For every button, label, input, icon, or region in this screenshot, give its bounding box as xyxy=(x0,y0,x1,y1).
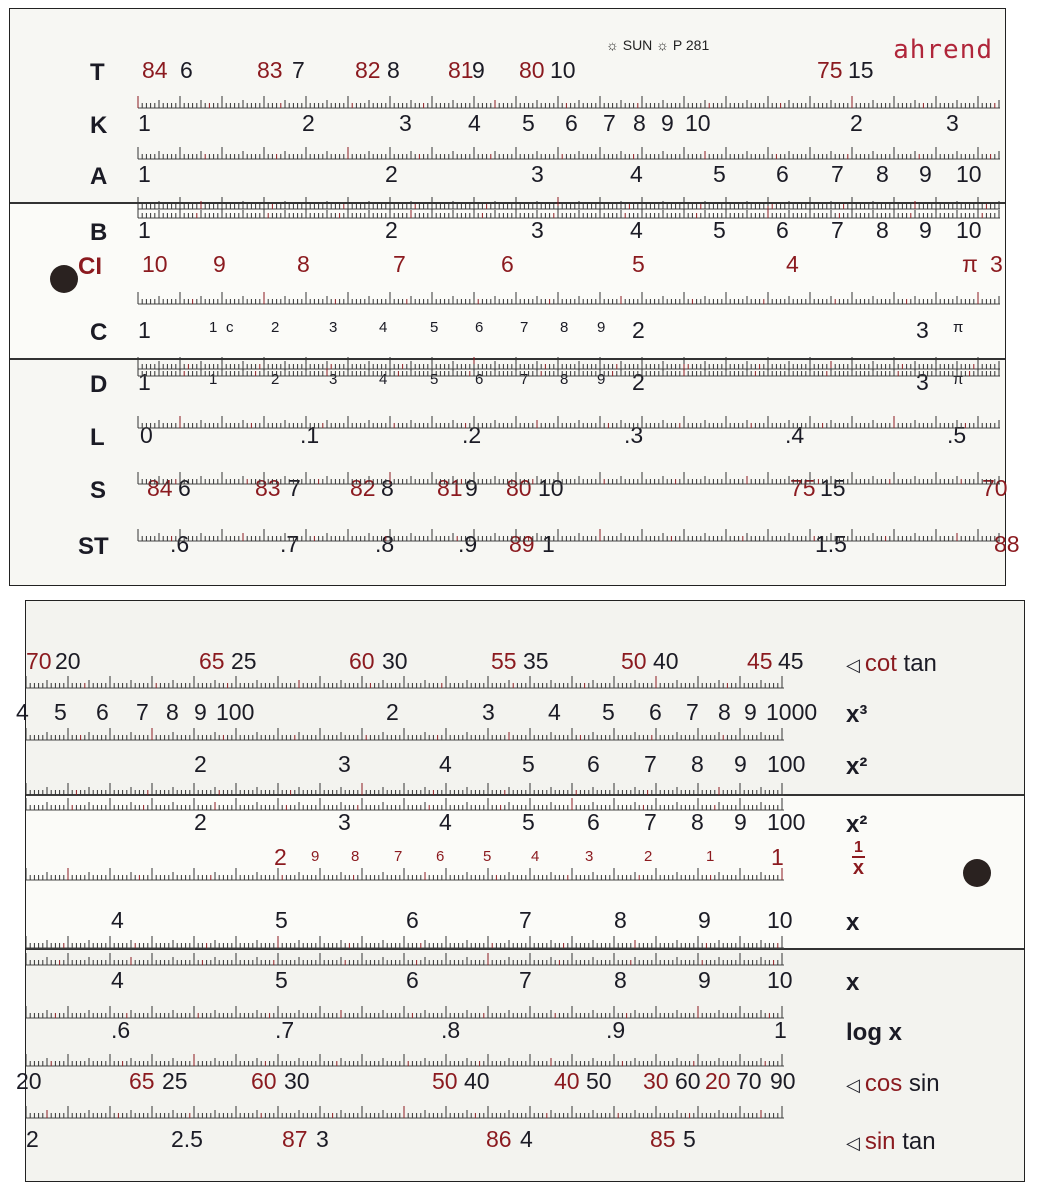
scale-number: 7 xyxy=(519,967,532,993)
scale-row xyxy=(10,110,1005,140)
scale-label-c: C xyxy=(90,319,108,346)
scale-number: 6 xyxy=(776,161,789,187)
slide-rule-back-panel xyxy=(16,600,1025,1182)
scale-number: .2 xyxy=(462,422,482,448)
scale-number: 15 xyxy=(848,57,874,83)
scale-number: 8 xyxy=(560,371,569,388)
scale-number: 6 xyxy=(96,699,109,725)
scale-number: 82 xyxy=(355,57,381,83)
scale-number: π xyxy=(953,371,964,388)
scale-number: 9 xyxy=(919,161,932,187)
scale-number: 2 xyxy=(302,110,315,136)
scale-number: 0 xyxy=(140,422,153,448)
scale-number: 45 xyxy=(778,648,804,674)
scale-number: 20 xyxy=(16,1068,42,1094)
scale-function-label: x xyxy=(846,909,860,936)
scale-row xyxy=(10,251,1005,281)
scale-number: 3 xyxy=(916,317,929,343)
scale-number: 60 xyxy=(251,1068,277,1094)
scale-number: 9 xyxy=(734,751,747,777)
scale-number: 9 xyxy=(698,967,711,993)
scale-number: 5 xyxy=(713,161,726,187)
scale-number: 8 xyxy=(351,848,360,865)
scale-number: 100 xyxy=(216,699,255,725)
scale-ticks xyxy=(10,201,1005,221)
scale-number: 40 xyxy=(554,1068,580,1094)
scale-number: 9 xyxy=(213,251,226,277)
scale-number: 87 xyxy=(282,1126,308,1152)
scale-number: .9 xyxy=(458,531,478,557)
scale-ticks xyxy=(26,1049,1024,1069)
scale-function-dark: tan xyxy=(903,650,937,677)
scale-number: 10 xyxy=(767,967,793,993)
scale-label-k: K xyxy=(90,112,108,139)
scale-number: 55 xyxy=(491,648,517,674)
sun-mark: ☼ SUN ☼ P 281 xyxy=(606,37,710,53)
scale-number: 9 xyxy=(734,809,747,835)
scale-label-d: D xyxy=(90,371,108,398)
scale-number: 5 xyxy=(713,217,726,243)
scale-number: 2 xyxy=(271,319,280,336)
scale-number: 8 xyxy=(614,907,627,933)
scale-number: 3 xyxy=(990,251,1003,277)
scale-number: 65 xyxy=(129,1068,155,1094)
scale-number: 4 xyxy=(531,848,540,865)
scale-number: 9 xyxy=(465,475,478,501)
scale-number: 9 xyxy=(597,371,606,388)
scale-number: 2 xyxy=(26,1126,39,1152)
scale-number: 6 xyxy=(565,110,578,136)
scale-number: π xyxy=(953,319,964,336)
scale-number: 7 xyxy=(393,251,406,277)
scale-number: 50 xyxy=(586,1068,612,1094)
scale-number: 7 xyxy=(519,907,532,933)
scale-number: 4 xyxy=(439,751,452,777)
scale-number: 85 xyxy=(650,1126,676,1152)
scale-number: 5 xyxy=(522,809,535,835)
scale-number: 30 xyxy=(284,1068,310,1094)
scale-row xyxy=(10,57,1005,87)
scale-row xyxy=(26,967,1024,997)
scale-number: 7 xyxy=(831,161,844,187)
scale-number: .1 xyxy=(300,422,320,448)
scale-ticks xyxy=(26,1001,1024,1021)
scale-number: 6 xyxy=(475,371,484,388)
scale-number: 1 xyxy=(542,531,555,557)
scale-number: 75 xyxy=(790,475,816,501)
scale-number: 10 xyxy=(767,907,793,933)
scale-number: 10 xyxy=(685,110,711,136)
triangle-marker-icon: ◁ xyxy=(846,1075,865,1095)
scale-ticks xyxy=(26,723,1024,743)
scale-number: 1 xyxy=(138,161,151,187)
scale-number: 4 xyxy=(468,110,481,136)
scale-label-a: A xyxy=(90,163,108,190)
scale-function-red: sin xyxy=(864,1128,903,1155)
scale-number: 4 xyxy=(111,967,124,993)
scale-number: 8 xyxy=(614,967,627,993)
scale-number: 6 xyxy=(501,251,514,277)
scale-number: 4 xyxy=(111,907,124,933)
scale-number: 90 xyxy=(770,1068,796,1094)
scale-number: 1 xyxy=(138,369,151,395)
scale-number: 7 xyxy=(394,848,403,865)
scale-number: 70 xyxy=(736,1068,762,1094)
scale-number: 2 xyxy=(271,371,280,388)
scale-number: 3 xyxy=(338,809,351,835)
scale-number: 6 xyxy=(406,907,419,933)
scale-number: 50 xyxy=(621,648,647,674)
scale-number: 40 xyxy=(464,1068,490,1094)
scale-number: 6 xyxy=(776,217,789,243)
scale-number: 100 xyxy=(767,751,806,777)
scale-number: 25 xyxy=(231,648,257,674)
scale-row xyxy=(10,317,1005,347)
scale-row xyxy=(26,809,1024,839)
scale-number: 1 xyxy=(774,1017,787,1043)
scale-ticks xyxy=(26,793,1024,813)
scale-number: 8 xyxy=(691,809,704,835)
scale-number: 9 xyxy=(744,699,757,725)
scale-number: 80 xyxy=(506,475,532,501)
scale-ticks xyxy=(10,287,1005,307)
scale-number: 60 xyxy=(349,648,375,674)
triangle-marker-icon: ◁ xyxy=(846,1133,865,1153)
scale-ticks xyxy=(10,411,1005,431)
scale-number: 10 xyxy=(550,57,576,83)
scale-number: 9 xyxy=(661,110,674,136)
scale-number: 3 xyxy=(316,1126,329,1152)
scale-number: 81 xyxy=(437,475,463,501)
scale-number: 35 xyxy=(523,648,549,674)
scale-function-label: x² xyxy=(846,811,868,838)
scale-number: 7 xyxy=(831,217,844,243)
scale-label-ci: CI xyxy=(78,253,102,280)
scale-number: 5 xyxy=(522,110,535,136)
scale-number: 5 xyxy=(430,371,439,388)
scale-number: 25 xyxy=(162,1068,188,1094)
scale-number: 5 xyxy=(602,699,615,725)
scale-number: 70 xyxy=(26,648,52,674)
scale-number: 1 xyxy=(771,844,784,870)
scale-number: 9 xyxy=(698,907,711,933)
scale-number: 4 xyxy=(439,809,452,835)
scale-number: 2 xyxy=(385,217,398,243)
scale-number: 3 xyxy=(946,110,959,136)
scale-ticks xyxy=(26,671,1024,691)
scale-number: 7 xyxy=(644,751,657,777)
scale-number: 3 xyxy=(531,217,544,243)
scale-number: .3 xyxy=(624,422,644,448)
scale-number: 2 xyxy=(385,161,398,187)
scale-number: 8 xyxy=(381,475,394,501)
scale-number: 6 xyxy=(649,699,662,725)
scale-number: 7 xyxy=(520,371,529,388)
scale-number: 5 xyxy=(430,319,439,336)
scale-label-s: S xyxy=(90,477,107,504)
scale-number: 1 xyxy=(209,371,218,388)
scale-function-red: cot xyxy=(864,650,904,677)
scale-number: 3 xyxy=(399,110,412,136)
scale-number: 7 xyxy=(603,110,616,136)
scale-ticks xyxy=(10,524,1005,544)
scale-number: 70 xyxy=(982,475,1008,501)
scale-number: 6 xyxy=(475,319,484,336)
scale-number: 5 xyxy=(683,1126,696,1152)
scale-number: 7 xyxy=(136,699,149,725)
scale-row xyxy=(10,161,1005,191)
scale-number: 2 xyxy=(386,699,399,725)
scale-number: 8 xyxy=(691,751,704,777)
scale-label-t: T xyxy=(90,59,105,86)
scale-number: 4 xyxy=(630,217,643,243)
scale-number: π xyxy=(962,251,978,277)
scale-number: 1 xyxy=(706,848,715,865)
scale-number: .7 xyxy=(280,531,300,557)
scale-number: 6 xyxy=(587,809,600,835)
scale-number: 7 xyxy=(292,57,305,83)
scale-number: 2 xyxy=(850,110,863,136)
scale-number: 5 xyxy=(54,699,67,725)
scale-ticks xyxy=(10,359,1005,379)
scale-number: .7 xyxy=(275,1017,295,1043)
scale-number: 2.5 xyxy=(171,1126,203,1152)
scale-number: c xyxy=(226,319,234,336)
scale-function-label xyxy=(846,1128,936,1156)
scale-number: 60 xyxy=(675,1068,701,1094)
scale-ticks xyxy=(10,467,1005,487)
scale-number: 89 xyxy=(509,531,535,557)
scale-number: 84 xyxy=(142,57,168,83)
scale-number: 4 xyxy=(630,161,643,187)
scale-function-dark: sin xyxy=(908,1070,940,1097)
scale-number: 10 xyxy=(956,217,982,243)
scale-number: 4 xyxy=(520,1126,533,1152)
scale-number: 2 xyxy=(194,809,207,835)
scale-number: 9 xyxy=(472,57,485,83)
scale-ticks xyxy=(26,863,1024,883)
scale-number: 5 xyxy=(522,751,535,777)
scale-function-label: x² xyxy=(846,753,868,780)
scale-number: 9 xyxy=(919,217,932,243)
scale-number: 3 xyxy=(338,751,351,777)
scale-ticks xyxy=(26,1101,1024,1121)
scale-ticks xyxy=(10,91,1005,111)
scale-number: 2 xyxy=(632,317,645,343)
scale-number: 3 xyxy=(329,371,338,388)
scale-number: 1 xyxy=(138,110,151,136)
scale-number: 6 xyxy=(406,967,419,993)
scale-number: 30 xyxy=(643,1068,669,1094)
scale-number: 83 xyxy=(255,475,281,501)
scale-number: 3 xyxy=(482,699,495,725)
scale-number: 5 xyxy=(632,251,645,277)
scale-number: 4 xyxy=(16,699,29,725)
scale-number: 81 xyxy=(448,57,474,83)
brand-logo: ahrend xyxy=(893,35,993,65)
scale-number: 7 xyxy=(644,809,657,835)
scale-number: 10 xyxy=(956,161,982,187)
scale-number: 5 xyxy=(275,907,288,933)
scale-number: .8 xyxy=(375,531,395,557)
scale-number: 3 xyxy=(329,319,338,336)
scale-number: 8 xyxy=(166,699,179,725)
scale-number: .8 xyxy=(441,1017,461,1043)
scale-number: 3 xyxy=(531,161,544,187)
scale-label-b: B xyxy=(90,219,108,246)
scale-number: 8 xyxy=(633,110,646,136)
scale-number: 8 xyxy=(560,319,569,336)
scale-number: 9 xyxy=(194,699,207,725)
reciprocal-label: $\frac{1}{x}$ xyxy=(852,839,865,879)
scale-number: 83 xyxy=(257,57,283,83)
scale-function-label xyxy=(846,1070,940,1098)
scale-function-label: x xyxy=(846,969,860,996)
scale-number: 1 xyxy=(138,217,151,243)
scale-number: 3 xyxy=(585,848,594,865)
scale-number: 10 xyxy=(538,475,564,501)
scale-number: 80 xyxy=(519,57,545,83)
scale-number: 20 xyxy=(55,648,81,674)
slide-rule-front-panel xyxy=(9,8,1020,586)
scale-ticks xyxy=(26,948,1024,968)
triangle-marker-icon: ◁ xyxy=(846,655,865,675)
scale-number: 75 xyxy=(817,57,843,83)
scale-number: 6 xyxy=(436,848,445,865)
scale-number: 2 xyxy=(644,848,653,865)
scale-number: 9 xyxy=(311,848,320,865)
scale-number: 4 xyxy=(786,251,799,277)
scale-label-st: ST xyxy=(78,533,109,560)
scale-number: 84 xyxy=(147,475,173,501)
scale-number: 8 xyxy=(387,57,400,83)
scale-function-label: x³ xyxy=(846,701,868,728)
scale-row xyxy=(26,751,1024,781)
scale-number: 1 xyxy=(209,319,218,336)
scale-number: .9 xyxy=(606,1017,626,1043)
scale-number: 1.5 xyxy=(815,531,847,557)
scale-number: 8 xyxy=(876,217,889,243)
scale-number: 8 xyxy=(876,161,889,187)
scale-number: 100 xyxy=(767,809,806,835)
scale-number: 4 xyxy=(379,319,388,336)
scale-number: 1 xyxy=(138,317,151,343)
scale-number: 82 xyxy=(350,475,376,501)
scale-number: 30 xyxy=(382,648,408,674)
scale-number: 9 xyxy=(597,319,606,336)
scale-function-red: cos xyxy=(864,1070,909,1097)
scale-function-label: log x xyxy=(846,1019,903,1046)
scale-number: 10 xyxy=(142,251,168,277)
scale-number: 5 xyxy=(483,848,492,865)
scale-number: 8 xyxy=(297,251,310,277)
scale-number: 20 xyxy=(705,1068,731,1094)
scale-number: 88 xyxy=(994,531,1020,557)
scale-number: 7 xyxy=(520,319,529,336)
scale-number: 6 xyxy=(178,475,191,501)
scale-row xyxy=(10,217,1005,247)
scale-number: 65 xyxy=(199,648,225,674)
scale-number: 15 xyxy=(820,475,846,501)
scale-label-l: L xyxy=(90,424,105,451)
scale-number: 1000 xyxy=(766,699,818,725)
scale-ticks xyxy=(10,142,1005,162)
scale-number: 2 xyxy=(194,751,207,777)
scale-number: 7 xyxy=(686,699,699,725)
scale-number: 6 xyxy=(180,57,193,83)
scale-number: 8 xyxy=(718,699,731,725)
scale-number: 50 xyxy=(432,1068,458,1094)
scale-number: 40 xyxy=(653,648,679,674)
scale-number: .6 xyxy=(170,531,190,557)
scale-number: 45 xyxy=(747,648,773,674)
scale-number: 2 xyxy=(274,844,287,870)
scale-number: .4 xyxy=(785,422,805,448)
scale-number: 4 xyxy=(379,371,388,388)
scale-number: 86 xyxy=(486,1126,512,1152)
scale-number: 7 xyxy=(288,475,301,501)
scale-number: .6 xyxy=(111,1017,131,1043)
scale-number: 6 xyxy=(587,751,600,777)
scale-number: 4 xyxy=(548,699,561,725)
scale-number: 2 xyxy=(632,369,645,395)
scale-number: 3 xyxy=(916,369,929,395)
scale-number: 5 xyxy=(275,967,288,993)
scale-number: .5 xyxy=(947,422,967,448)
scale-function-dark: tan xyxy=(902,1128,936,1155)
